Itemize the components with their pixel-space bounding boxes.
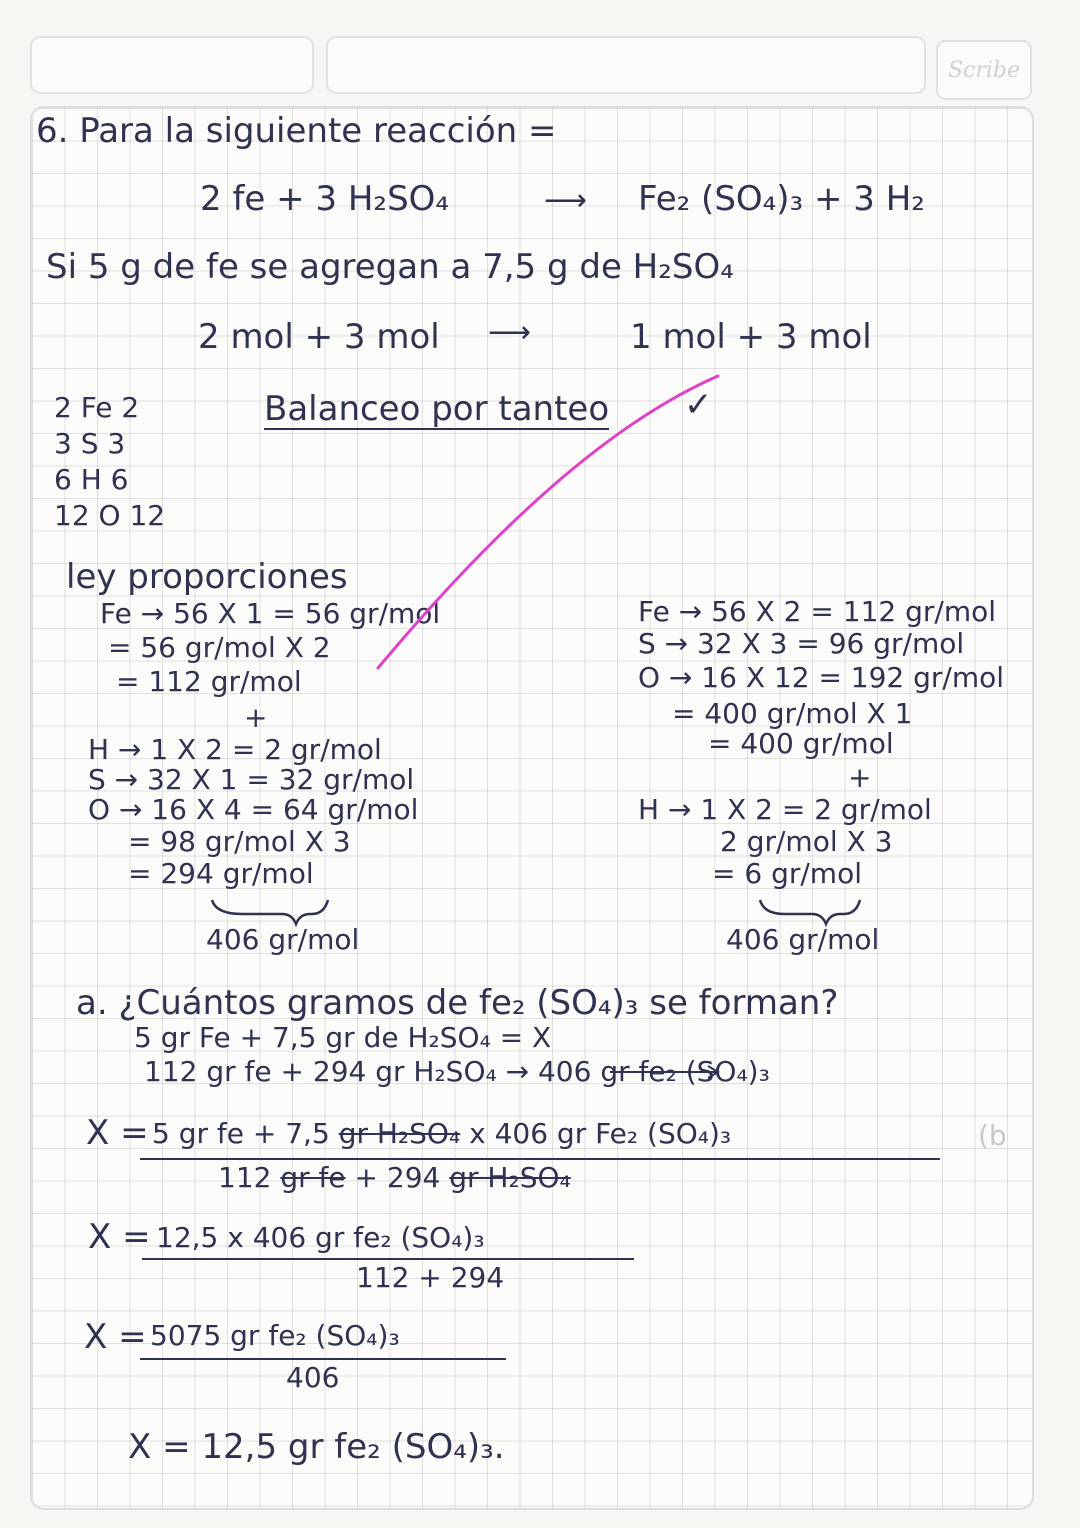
moles-arrow: ⟶ — [488, 315, 532, 350]
header-field-center — [326, 36, 926, 94]
check-mark: ✓ — [684, 385, 713, 425]
part-a-line2: 112 gr fe + 294 gr H₂SO₄ → 406 gr fe₂ (SO₄)₃ — [144, 1055, 770, 1088]
left-calc-line: O → 16 X 4 = 64 gr/mol — [88, 793, 419, 826]
moles-left: 2 mol + 3 mol — [198, 317, 440, 357]
left-calc-line: = 294 gr/mol — [128, 857, 314, 890]
right-total: 406 gr/mol — [726, 923, 880, 956]
final-result: X = 12,5 gr fe₂ (SO₄)₃. — [128, 1427, 505, 1467]
left-total: 406 gr/mol — [206, 923, 360, 956]
right-calc-line: O → 16 X 12 = 192 gr/mol — [638, 661, 1005, 694]
right-calc-line: = 400 gr/mol — [708, 727, 894, 760]
left-calc-line: = 112 gr/mol — [116, 665, 302, 698]
header-field-left — [30, 36, 314, 94]
right-calc-line: S → 32 X 3 = 96 gr/mol — [638, 627, 965, 660]
right-calc-line: = 6 gr/mol — [712, 857, 862, 890]
left-calc-line: S → 32 X 1 = 32 gr/mol — [88, 763, 415, 796]
pen-annotations — [32, 108, 1032, 1508]
step1-den-b: + 294 — [345, 1161, 450, 1194]
step2-x: X = — [88, 1217, 151, 1257]
problem-statement: 6. Para la siguiente reacción = — [36, 111, 557, 151]
balance-row: 3 S 3 — [54, 427, 126, 460]
step1-num-b: x 406 gr Fe₂ (SO₄)₃ — [460, 1117, 732, 1150]
moles-right: 1 mol + 3 mol — [630, 317, 872, 357]
brand-box — [936, 40, 1032, 100]
brand-logo: Scribe — [947, 57, 1021, 83]
step3-x: X = — [84, 1317, 147, 1357]
reaction-arrow: ⟶ — [544, 183, 588, 218]
step1-x: X = — [86, 1113, 149, 1153]
step2-numerator: 12,5 x 406 gr fe₂ (SO₄)₃ — [156, 1221, 485, 1254]
part-a-line1: 5 gr Fe + 7,5 gr de H₂SO₄ = X — [134, 1021, 552, 1054]
left-plus: + — [244, 701, 268, 734]
step1-den-strike1: gr fe — [280, 1161, 346, 1194]
left-calc-line: = 56 gr/mol X 2 — [108, 631, 331, 664]
step3-denominator: 406 — [286, 1361, 340, 1394]
notebook-sheet — [30, 106, 1034, 1510]
right-calc-line: Fe → 56 X 2 = 112 gr/mol — [638, 595, 996, 628]
side-mark: (b — [978, 1119, 1007, 1152]
left-calc-line: Fe → 56 X 1 = 56 gr/mol — [100, 597, 441, 630]
equation-right: Fe₂ (SO₄)₃ + 3 H₂ — [638, 179, 925, 219]
step1-num-strike: gr H₂SO₄ — [338, 1117, 461, 1150]
balance-title: Balanceo por tanteo — [264, 389, 610, 429]
balance-row: 2 Fe 2 — [54, 391, 140, 424]
right-brace — [760, 900, 860, 924]
right-calc-line: = 400 gr/mol X 1 — [672, 697, 913, 730]
question-a: a. ¿Cuántos gramos de fe₂ (SO₄)₃ se forman? — [76, 983, 839, 1023]
given-data: Si 5 g de fe se agregan a 7,5 g de H₂SO₄ — [46, 247, 734, 287]
proportions-title: ley proporciones — [66, 557, 348, 597]
step1-num-a: 5 gr fe + 7,5 — [152, 1117, 339, 1150]
right-calc-line: 2 gr/mol X 3 — [720, 825, 893, 858]
magenta-stroke — [378, 376, 718, 668]
left-calc-line: = 98 gr/mol X 3 — [128, 825, 351, 858]
balance-row: 6 H 6 — [54, 463, 129, 496]
step1-den-a: 112 — [218, 1161, 281, 1194]
left-brace — [212, 900, 328, 924]
equation-left: 2 fe + 3 H₂SO₄ — [200, 179, 450, 219]
right-plus: + — [848, 761, 872, 794]
left-calc-line: H → 1 X 2 = 2 gr/mol — [88, 733, 382, 766]
balance-row: 12 O 12 — [54, 499, 166, 532]
step1-den-strike2: gr H₂SO₄ — [449, 1161, 571, 1194]
right-calc-line: H → 1 X 2 = 2 gr/mol — [638, 793, 932, 826]
step2-denominator: 112 + 294 — [356, 1261, 505, 1294]
step3-numerator: 5075 gr fe₂ (SO₄)₃ — [150, 1319, 400, 1352]
